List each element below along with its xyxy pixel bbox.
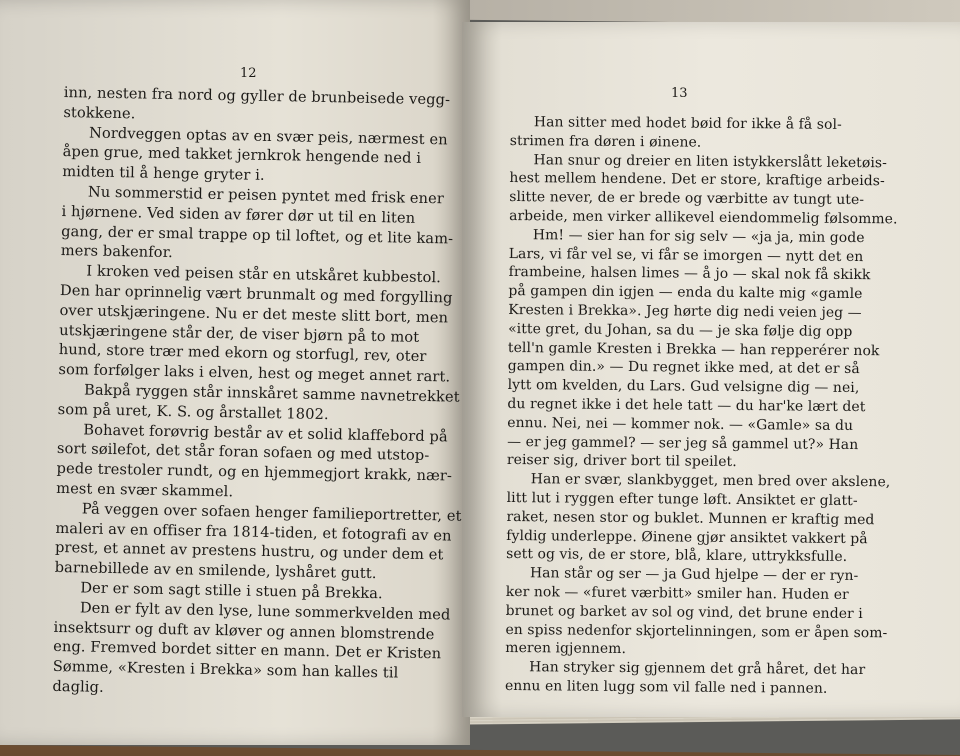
text-line: midten til å henge gryter i. [62,163,265,185]
text-line: hund, store trær med ekorn og storfugl, rev, oter [58,341,427,366]
text-line: eng. Fremved bordet sitter en mann. Det er Kristen [53,638,442,663]
text-line: ennu en liten lugg som vil falle ned i pannen. [504,677,828,697]
text-line: Lars, vi får vel se, vi får se imorgen — nytt det en [508,245,864,265]
text-line: lytt om kvelden, du Lars. Gud velsigne dig — nei, [507,377,860,397]
text-line: Nordveggen optas av en svær peis, nærmest en [88,124,448,148]
text-line: Han snur og dreier en liten istykkerslått leketøis- [533,151,887,171]
text-line: Han er svær, slankbygget, men bred over akslene, [530,471,891,491]
text-line: hest mellem hendene. Det er store, kraftige arbeids- [509,170,885,190]
left-page [0,0,470,745]
right-page-text [504,113,898,698]
text-line: gang, der er smal trappe op til loftet, og et lite kam- [60,222,454,248]
text-line: mers bakenfor. [60,242,174,262]
text-line: utskjæringene står der, de viser bjørn på to mot [59,321,420,346]
text-line: en spiss nedenfor skjortelinningen, som er åpen som- [505,621,888,641]
right-page-number: 13 [671,86,688,101]
text-line: sort søilefot, det står foran sofaen og med utstop- [56,440,430,465]
text-line: arbeide, men virker allikevel eiendommelig følsomme. [509,207,898,228]
text-line: som forfølger laks i elven, hest og meget annet rart. [58,361,451,386]
text-line: Hm! — sier han for sig selv — «ja ja, min gode [532,226,865,246]
text-line: tell'n gamle Kresten i Brekka — han repperérer nok [507,339,880,359]
text-line: strimen fra døren i øinene. [509,132,702,151]
left-page-number: 12 [240,66,257,81]
text-line: sett og vis, de er store, blå, klare, uttrykksfulle. [506,546,848,566]
text-line: meren igjennem. [505,640,627,658]
text-line: litt lut i ryggen efter tunge løft. Ansiktet er glatt- [506,489,858,509]
text-line: frambeine, halsen limes — å jo — skal nok få skikk [508,264,871,284]
text-line: På veggen over sofaen henger familieportretter, et [81,500,462,525]
text-line: Han stryker sig gjennem det grå håret, det har [529,659,866,679]
text-line: over utskjæringene. Nu er det meste slitt bort, men [59,301,449,327]
text-line: reiser sig, driver bort til speilet. [506,452,737,471]
text-line: åpen grue, med takket jernkrok hengende ned i [62,143,422,168]
text-line: Sømme, «Kresten i Brekka» som han kalles til [52,658,399,682]
text-line: du regnet ikke i det hele tatt — du har'ke lært det [507,395,866,416]
left-page-text [52,83,462,703]
text-line: Kresten i Brekka». Jeg hørte dig nedi veien jeg — [508,301,862,322]
text-line: Han står og ser — ja Gud hjelpe — der er ryn- [529,565,859,585]
text-line: Han sitter med hodet bøid for ikke å få sol- [533,114,842,133]
text-line: Den er fylt av den lyse, lune sommerkvelden med [79,599,451,624]
text-line: som på uret, K. S. og årstallet 1802. [57,400,329,423]
text-line: ker nok — «furet værbitt» smiler han. Huden er [505,583,849,603]
text-line: stokkene. [63,103,136,123]
text-line: ennu. Nei, nei — kommer nok. — «Gamle» sa du [507,414,854,434]
text-line: Nu sommerstid er peisen pyntet med frisk ener [87,183,445,208]
text-line: Den har oprinnelig vært brunmalt og med forgylling [59,281,453,307]
text-line: Bakpå ryggen står innskåret samme navnetrekket [83,381,460,406]
text-line: insektsurr og duft av kløver og annen blomstrende [53,618,435,643]
text-line: I kroken ved peisen står en utskåret kubbestol. [86,262,442,287]
text-line: inn, nesten fra nord og gyller de brunbeisede vegg- [63,83,451,109]
text-line: gampen din.» — Du regnet ikke med, at det er så [507,358,860,378]
text-line: brunet og barket av sol og vind, det brune ender i [505,602,863,622]
text-line: raket, nesen stor og buklet. Munnen er kraftig med [506,508,875,528]
text-line: i hjørnene. Ved siden av fører dør ut til en liten [61,202,416,227]
text-line: prest, et annet av prestens hustru, og under dem et [54,539,444,564]
text-line: på gampen din igjen — enda du kalte mig «gamle [508,283,863,303]
text-line: pede trestoler rundt, og en hjemmegjort krakk, nær- [56,460,453,485]
text-line: Bohavet forøvrig består av et solid klaffebord på [83,420,448,445]
text-line: daglig. [52,677,104,696]
text-line: mest en svær skammel. [56,479,234,501]
text-line: fyldig underleppe. Øinene gjør ansiktet vakkert på [506,527,868,547]
text-line: slitte never, de er brede og værbitte av tungt ute- [509,189,865,209]
text-line: — er jeg gammel? — ser jeg så gammel ut?» Han [507,433,859,453]
text-line: «itte gret, du Johan, sa du — je ska følje dig opp [508,320,853,340]
text-line: barnebillede av en smilende, lyshåret gutt. [54,559,377,583]
text-line: maleri av en offiser fra 1814-tiden, et fotografi av en [55,519,452,545]
text-line: Der er som sagt stille i stuen på Brekka. [80,579,383,603]
